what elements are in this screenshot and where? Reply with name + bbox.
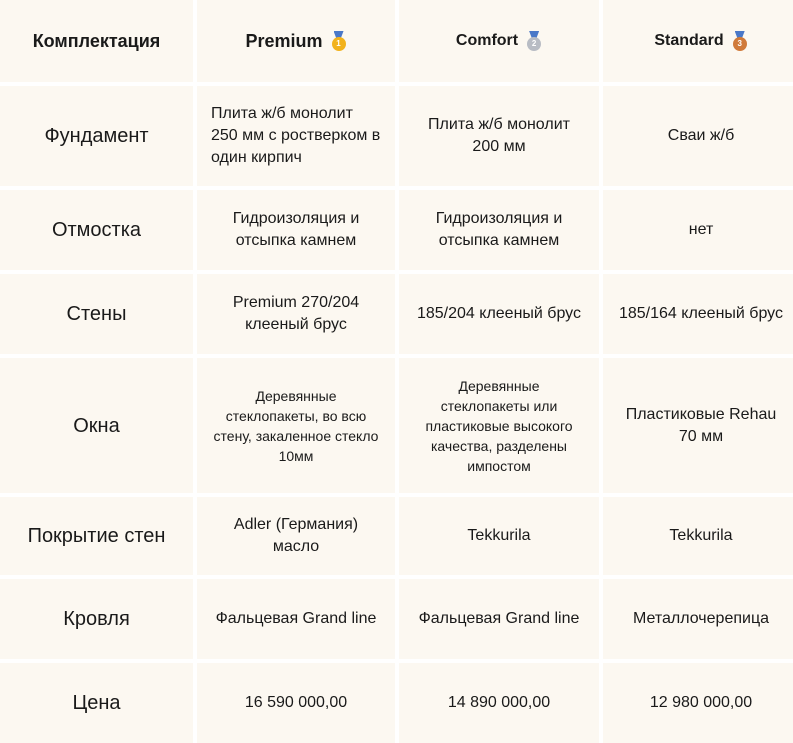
row-label-foundation: Фундамент [0,86,193,186]
cell-windows-standard: Пластиковые Rehau 70 мм [603,358,793,493]
row-label-roof: Кровля [0,579,193,659]
header-label: Comfort [455,32,519,49]
header-label: Комплектация [32,31,161,51]
cell-blind-area-standard: нет [603,190,793,270]
cell-wall-coating-comfort: Tekkurila [399,497,599,575]
row-label-wall-coating: Покрытие стен [0,497,193,575]
cell-roof-comfort: Фальцевая Grand line [399,579,599,659]
header-cell-premium [197,0,395,82]
row-label-price: Цена [0,663,193,743]
cell-wall-coating-standard: Tekkurila [603,497,793,575]
row-label-blind-area: Отмостка [0,190,193,270]
cell-walls-comfort: 185/204 клееный брус [399,274,599,354]
cell-foundation-standard: Сваи ж/б [603,86,793,186]
row-label-walls: Стены [0,274,193,354]
cell-blind-area-premium: Гидроизоляция и отсыпка камнем [197,190,395,270]
cell-price-standard: 12 980 000,00 [603,663,793,743]
silver-medal-icon: 2 [526,31,542,51]
header-cell-comfort [399,0,599,82]
cell-windows-premium: Деревянные стеклопакеты, во всю стену, закаленное стекло 10мм [197,358,395,493]
cell-roof-premium: Фальцевая Grand line [197,579,395,659]
cell-walls-premium: Premium 270/204 клееный брус [197,274,395,354]
header-label: Premium [245,31,323,51]
header-cell-standard [603,0,793,82]
header-cell-configuration [0,0,193,82]
cell-windows-comfort: Деревянные стеклопакеты или пластиковые высокого качества, разделены импостом [399,358,599,493]
header-label: Standard [654,32,724,49]
cell-wall-coating-premium: Adler (Германия) масло [197,497,395,575]
bronze-medal-icon: 3 [732,31,748,51]
row-label-windows: Окна [0,358,193,493]
cell-blind-area-comfort: Гидроизоляция и отсыпка камнем [399,190,599,270]
cell-foundation-comfort: Плита ж/б монолит 200 мм [399,86,599,186]
cell-price-premium: 16 590 000,00 [197,663,395,743]
cell-price-comfort: 14 890 000,00 [399,663,599,743]
cell-walls-standard: 185/164 клееный брус [603,274,793,354]
cell-roof-standard: Металлочерепица [603,579,793,659]
gold-medal-icon: 1 [331,31,347,51]
cell-foundation-premium: Плита ж/б монолит 250 мм с ростверком в один кирпич [197,86,395,186]
